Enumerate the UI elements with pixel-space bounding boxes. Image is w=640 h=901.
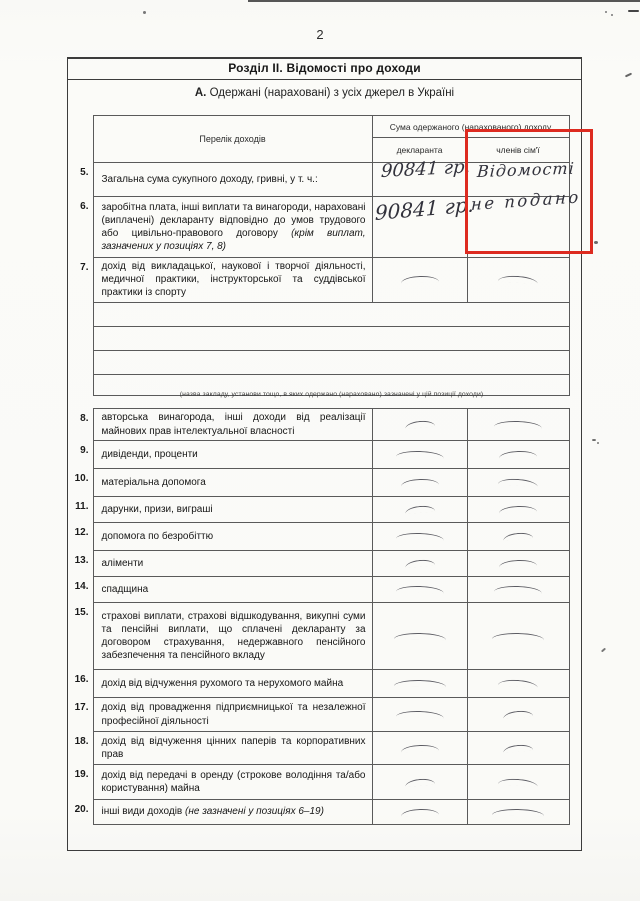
family-amount-cell (467, 800, 569, 825)
table-row (68, 800, 569, 825)
family-amount-cell (467, 577, 569, 603)
row-label-text: допомога по безробіттю (101, 530, 214, 542)
handwritten-family-note-line2: не подано (470, 187, 581, 215)
income-type-label (93, 603, 372, 670)
declarant-amount-cell (372, 497, 467, 523)
row-label-text: дохід від відчуження рухомого та нерухомого майна (101, 677, 344, 689)
row-number: 15. (74, 606, 89, 618)
row-label-text: дарунки, призи, виграші (101, 503, 213, 515)
table-row (68, 523, 569, 551)
table-row (68, 409, 569, 441)
handwritten-dash (395, 585, 443, 594)
declarant-amount-cell (372, 732, 467, 765)
handwritten-dash (498, 275, 538, 285)
family-amount-cell (467, 732, 569, 765)
declarant-amount-cell (372, 258, 467, 303)
declarant-amount-cell (372, 551, 467, 577)
table-row (68, 258, 569, 303)
row-label-text: дохід від передачі в оренду (строкове володіння та/або користування) майна (101, 769, 366, 794)
handwritten-declarant-total: 90841 гр. (380, 156, 471, 183)
income-type-label (93, 409, 372, 441)
row-label-text: аліменти (101, 557, 144, 569)
handwritten-dash (393, 680, 445, 688)
blank-fill-cell (93, 302, 569, 326)
income-table-lower (68, 408, 570, 825)
row-number: 20. (74, 803, 89, 815)
family-amount-cell (467, 698, 569, 732)
row-label-text: дивіденди, проценти (101, 448, 198, 460)
declarant-amount-cell (372, 670, 467, 698)
row-number (68, 350, 93, 374)
scan-speck (605, 11, 607, 13)
handwritten-dash (404, 505, 434, 515)
declarant-amount-cell (372, 698, 467, 732)
family-amount-cell (467, 523, 569, 551)
handwritten-dash (498, 777, 538, 787)
handwritten-dash (492, 808, 544, 816)
handwritten-family-note-line1: Відомості (476, 158, 576, 182)
blank-fill-cell (93, 326, 569, 350)
declarant-amount-cell (372, 523, 467, 551)
income-type-label (93, 163, 372, 197)
declarant-amount-cell (372, 577, 467, 603)
table-row (68, 603, 569, 670)
row-number (68, 374, 93, 395)
scan-speck (592, 439, 596, 441)
declarant-amount-cell (372, 765, 467, 800)
income-type-label (93, 551, 372, 577)
section-subtitle (68, 87, 581, 99)
table-row (68, 551, 569, 577)
declarant-amount-cell (372, 800, 467, 825)
table-row (68, 441, 569, 469)
row-number: 16. (74, 673, 89, 685)
blank-source-row (68, 326, 569, 350)
handwritten-dash (503, 710, 533, 720)
family-amount-cell (467, 670, 569, 698)
income-type-label (93, 670, 372, 698)
family-amount-cell (467, 551, 569, 577)
income-type-label (93, 441, 372, 469)
blank-source-row (68, 302, 569, 326)
handwritten-dash (494, 420, 542, 429)
family-amount-cell (467, 765, 569, 800)
section-title: Розділ II. Відомості про доходи (68, 59, 581, 80)
scan-speck (611, 14, 613, 16)
handwritten-dash (404, 777, 434, 787)
row-number (68, 302, 93, 326)
table-row (68, 698, 569, 732)
scan-speck (625, 73, 632, 78)
row-number: 17. (74, 701, 89, 713)
handwritten-dash (400, 808, 438, 816)
declarant-amount-cell (372, 469, 467, 497)
row-number: 7. (80, 261, 89, 273)
handwritten-dash (499, 505, 537, 513)
row-label-italic: (крім виплат, зазначених у позиціях 7, 8) (101, 228, 366, 253)
handwritten-dash (395, 710, 443, 719)
row-number: 12. (74, 526, 89, 538)
family-amount-cell (467, 258, 569, 303)
handwritten-dash (492, 632, 544, 640)
page-number: 2 (316, 27, 324, 42)
column-header-income-list: Перелік доходів (93, 116, 372, 163)
row-number: 5. (80, 166, 89, 178)
handwritten-dash (395, 532, 443, 541)
column-header-declarant: декларанта (372, 138, 467, 163)
handwritten-dash (494, 585, 542, 594)
scan-speck (597, 442, 599, 444)
declarant-amount-cell (372, 441, 467, 469)
row-label-text: дохід від відчуження цінних паперів та корпоративних прав (101, 735, 366, 760)
table-row (68, 469, 569, 497)
income-type-label (93, 523, 372, 551)
row-label-text: страхові виплати, страхові відшкодування, викупні суми та пенсійні виплати, що сплачені декларанту за договором страхування, недержавного пенсійного забезпечення та пенсійного вкладу (101, 610, 366, 662)
row-number: 14. (74, 580, 89, 592)
column-header-sum: Сума одержаного (нарахованого) доходу (372, 116, 569, 138)
row-label-text: дохід від провадження підприємницької та незалежної професійної діяльності (101, 702, 366, 727)
family-amount-cell (467, 497, 569, 523)
income-type-label (93, 732, 372, 765)
declarant-amount-cell (372, 409, 467, 441)
table-row (68, 670, 569, 698)
handwritten-dash (499, 450, 537, 458)
table-row (68, 765, 569, 800)
family-amount-cell (467, 603, 569, 670)
family-amount-cell (467, 469, 569, 497)
row-label-text: авторська винагорода, інші доходи від реалізації майнових прав інтелектуальної власності (101, 412, 366, 437)
red-highlight-rectangle (465, 129, 593, 254)
row-number: 6. (80, 200, 89, 212)
income-type-label (93, 497, 372, 523)
row-label-text: спадщина (101, 583, 149, 595)
row-number: 18. (74, 735, 89, 747)
handwritten-dash (503, 532, 533, 542)
column-header-family: членів сім'ї (467, 138, 569, 163)
handwritten-dash (498, 679, 538, 689)
handwritten-dash (499, 559, 537, 567)
handwritten-dash (395, 450, 443, 459)
income-type-label (93, 577, 372, 603)
income-type-label (93, 197, 372, 258)
row-label-italic: (не зазначені у позиціях 6–19) (185, 806, 324, 818)
handwritten-dash (498, 478, 538, 488)
handwritten-dash (503, 743, 533, 753)
row-number: 10. (74, 472, 89, 484)
row-number (68, 326, 93, 350)
blank-source-row (68, 350, 569, 374)
row-label-text: інші види доходів (101, 806, 186, 818)
handwritten-dash (400, 276, 438, 284)
income-type-label (93, 698, 372, 732)
row-number: 13. (74, 554, 89, 566)
subtitle-prefix: А. (194, 87, 207, 99)
row-number: 11. (75, 500, 89, 512)
scan-speck (628, 10, 639, 12)
scan-edge-artifact (248, 0, 640, 2)
handwritten-dash (404, 420, 434, 430)
income-type-label (93, 765, 372, 800)
table-row (68, 497, 569, 523)
scan-speck (601, 648, 606, 653)
row-number: 8. (80, 412, 89, 424)
blank-fill-cell (93, 350, 569, 374)
handwritten-dash (404, 559, 434, 569)
handwritten-declarant-salary: 90841 гр. (374, 192, 475, 226)
row-number: 9. (80, 444, 89, 456)
source-note: (назва закладу, установи тощо, в яких одержано (нараховано) зазначені у цій позиції доходи) (179, 391, 484, 398)
handwritten-dash (400, 744, 438, 752)
row-label-text: дохід від викладацької, наукової і творчої діяльності, медичної практики, інструкторської та суддівської практики із спорту (101, 261, 366, 299)
declarant-amount-cell (372, 603, 467, 670)
scan-speck (594, 241, 598, 244)
handwritten-dash (400, 478, 438, 486)
scan-speck (143, 11, 146, 14)
income-type-label (93, 800, 372, 825)
table-row (68, 732, 569, 765)
income-type-label (93, 258, 372, 303)
row-label-text: Загальна сума сукупного доходу, гривні, у т. ч.: (101, 173, 318, 185)
subtitle-text: Одержані (нараховані) з усіх джерел в Україні (206, 87, 455, 99)
row-label-text: заробітна плата, інші виплати та винагороди, нараховані (виплачені) декларанту відповідно до умов трудового або цивільно-правового договору (101, 201, 366, 239)
income-type-label (93, 469, 372, 497)
row-number: 19. (74, 768, 89, 780)
row-label-text: матеріальна допомога (101, 476, 206, 488)
family-amount-cell (467, 441, 569, 469)
family-amount-cell (467, 409, 569, 441)
table-row (68, 577, 569, 603)
handwritten-dash (393, 632, 445, 640)
